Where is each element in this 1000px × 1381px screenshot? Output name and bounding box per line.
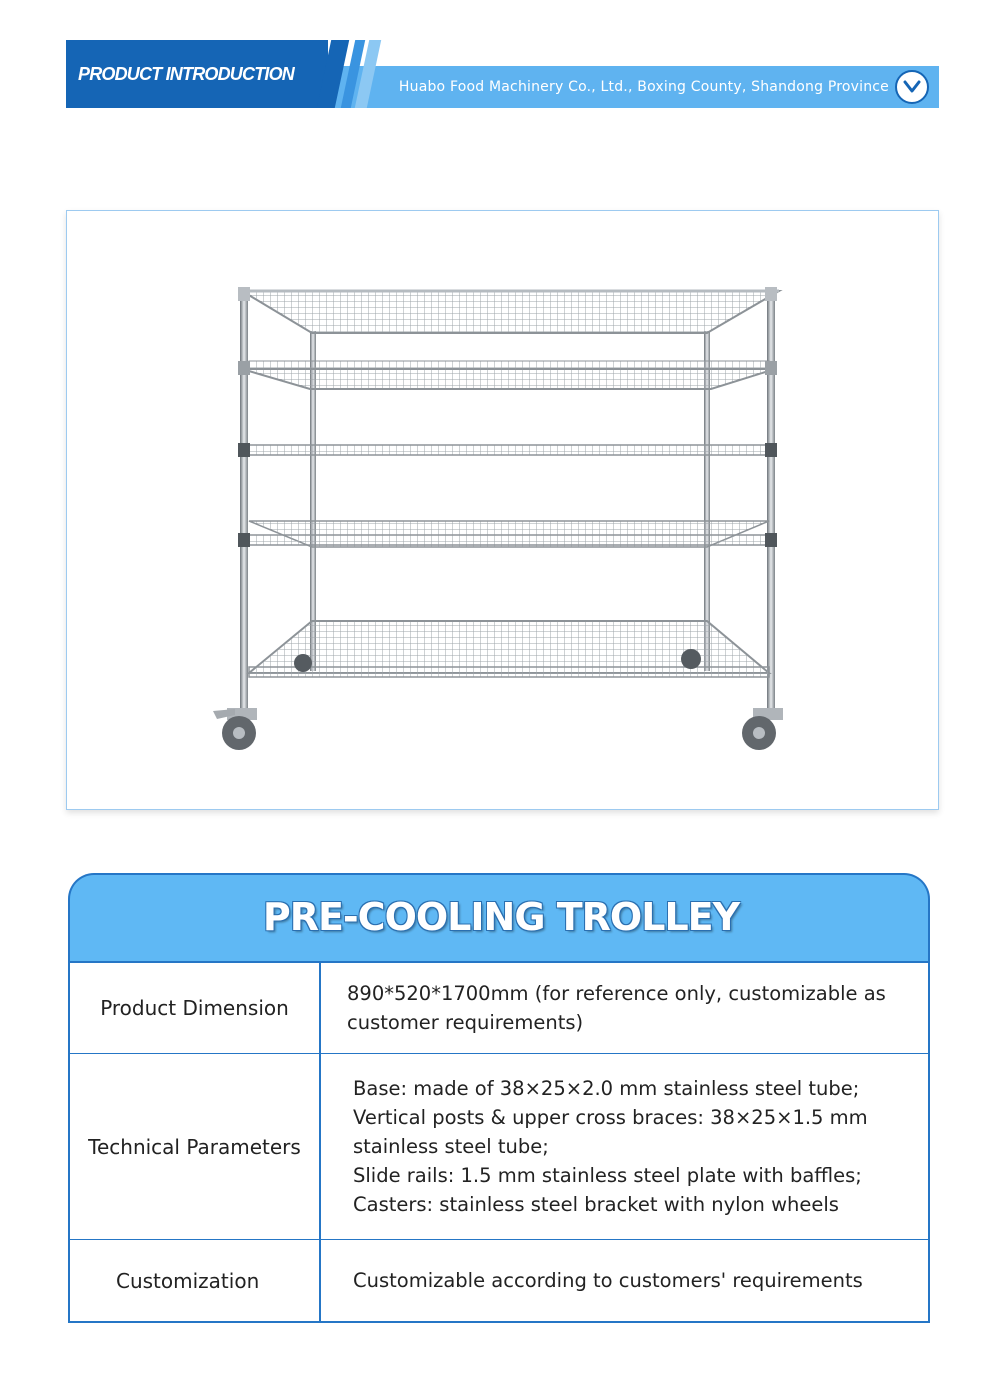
spec-table-body (68, 961, 930, 1323)
row-value: Customizable according to customers' requirements (353, 1269, 863, 1292)
product-image (66, 210, 939, 810)
parameter-line: Slide rails: 1.5 mm stainless steel plate with baffles; (353, 1164, 862, 1187)
trolley-illustration (67, 211, 938, 809)
chevron-down-icon[interactable] (895, 70, 929, 104)
spec-title: PRE-COOLING TROLLEY (262, 895, 740, 939)
parameter-line: Casters: stainless steel bracket with nylon wheels (353, 1193, 839, 1216)
spec-table-header (68, 873, 930, 963)
row-value: 890*520*1700mm (for reference only, customizable as customer requirements) (347, 982, 886, 1034)
table-row (70, 963, 928, 1054)
row-label: Customization (70, 1240, 321, 1321)
row-value (321, 1054, 928, 1239)
table-row (70, 1054, 928, 1240)
spec-table (68, 873, 930, 1323)
row-label: Product Dimension (70, 963, 321, 1053)
parameter-list (353, 1074, 868, 1219)
table-row (70, 1240, 928, 1321)
parameter-line: Base: made of 38×25×2.0 mm stainless steel tube; (353, 1077, 860, 1100)
header-banner (66, 40, 939, 108)
parameter-line: stainless steel tube; (353, 1135, 549, 1158)
banner-title: PRODUCT INTRODUCTION (78, 64, 294, 84)
row-label: Technical Parameters (70, 1054, 321, 1239)
parameter-line: Vertical posts & upper cross braces: 38×25×1.5 mm (353, 1106, 868, 1129)
banner-company-name: Huabo Food Machinery Co., Ltd., Boxing County, Shandong Province (398, 79, 889, 95)
